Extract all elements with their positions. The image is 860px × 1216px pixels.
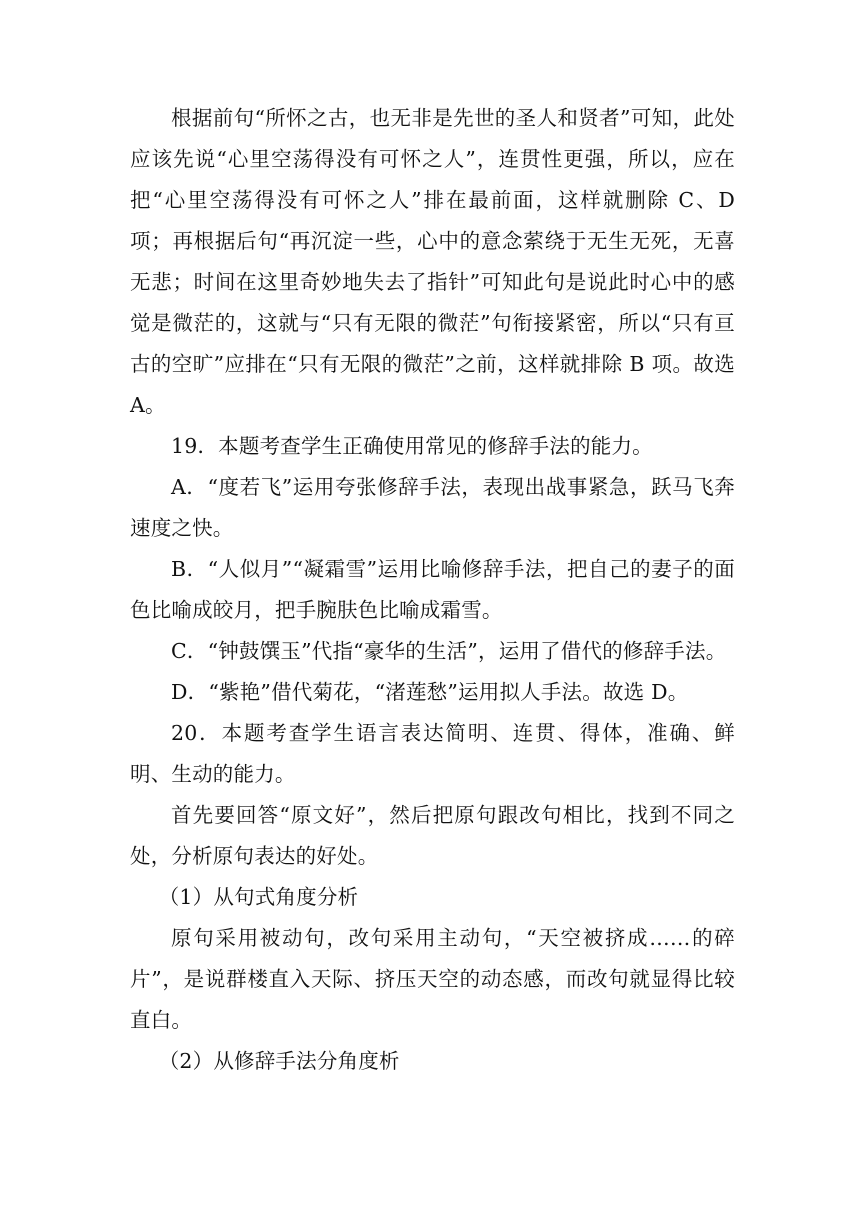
paragraph-q19-intro: 19．本题考查学生正确使用常见的修辞手法的能力。 bbox=[171, 434, 653, 458]
paragraph-q20-intro: 20．本题考查学生语言表达简明、连贯、得体，准确、鲜明、生动的能力。 bbox=[130, 721, 735, 786]
paragraph-q19-option-d: D．“紫艳”借代菊花，“渚莲愁”运用拟人手法。故选 D。 bbox=[171, 680, 689, 704]
paragraph-q20-point-2: （2）从修辞手法分角度析 bbox=[158, 1049, 400, 1073]
paragraph-q20-point-1-detail: 原句采用被动句，改句采用主动句，“天空被挤成……的碎片”，是说群楼直入天际、挤压天空的动态感，而改句就显得比较直白。 bbox=[130, 926, 735, 1032]
paragraph-q20-method: 首先要回答“原文好”，然后把原句跟改句相比，找到不同之处，分析原句表达的好处。 bbox=[130, 803, 735, 868]
paragraph-q18-analysis: 根据前句“所怀之古，也无非是先世的圣人和贤者”可知，此处应该先说“心里空荡得没有可怀之人”，连贯性更强，所以，应在把“心里空荡得没有可怀之人”排在最前面，这样就删除 C、D 项；再根据后句“再沉淀一些，心中的意念萦绕于无生无死，无喜无悲；时间在这里奇妙地失去了指针”可知此句是说此时心中的感觉是微茫的，这就与“只有无限的微茫”句衔接紧密，所以“只有亘古的空旷”应排在“只有无限的微茫”之前，这样就排除 B 项。故选 A。 bbox=[130, 106, 735, 417]
paragraph-q19-option-a: A．“度若飞”运用夸张修辞手法，表现出战事紧急，跃马飞奔速度之快。 bbox=[130, 475, 735, 540]
paragraph-q20-point-1: （1）从句式角度分析 bbox=[158, 885, 359, 909]
document-page bbox=[130, 98, 735, 1082]
paragraph-q19-option-b: B．“人似月”“凝霜雪”运用比喻修辞手法，把自己的妻子的面色比喻成皎月，把手腕肤色比喻成霜雪。 bbox=[130, 557, 735, 622]
paragraph-q19-option-c: C．“钟鼓馔玉”代指“豪华的生活”，运用了借代的修辞手法。 bbox=[171, 639, 727, 663]
